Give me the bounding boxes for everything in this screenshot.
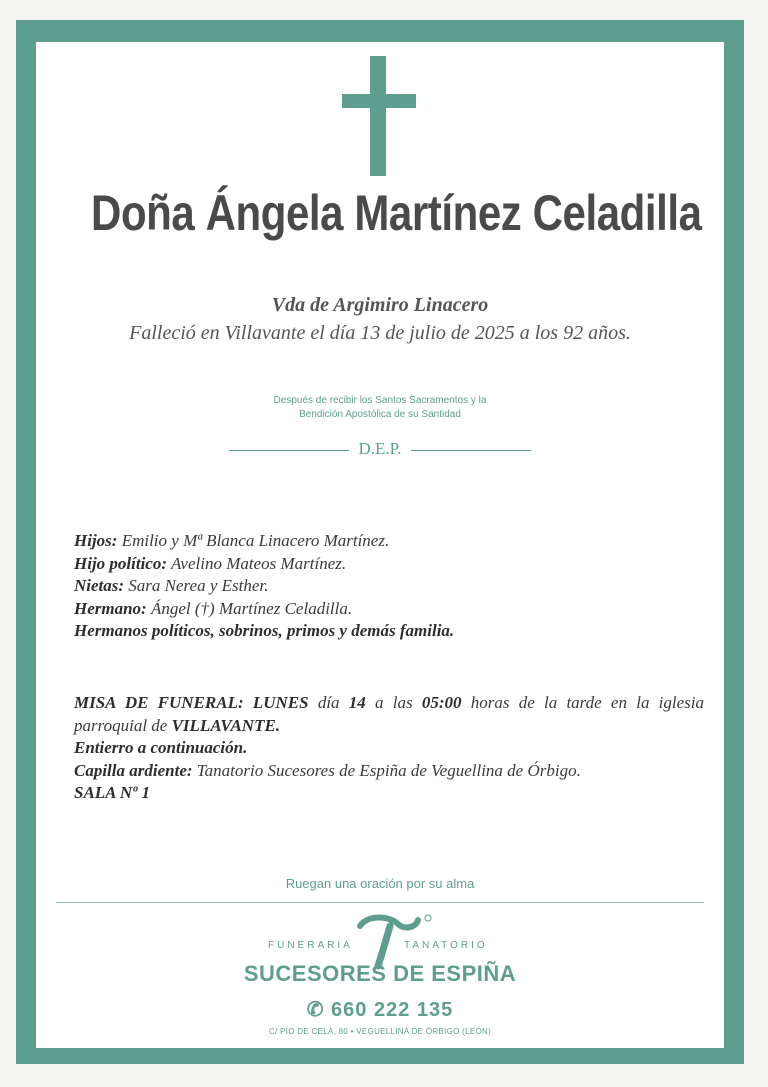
funeral-chapel	[74, 760, 704, 783]
obituary-paper	[36, 42, 724, 1048]
phone-icon: ✆	[306, 999, 325, 1021]
funeral-details	[74, 692, 704, 805]
deceased-name: Doña Ángela Martínez Celadilla	[91, 185, 702, 241]
company-address: C/ PÍO DE CELA, 80 • VEGUELLINA DE ÓRBIGO (LEÓN)	[268, 1027, 492, 1036]
dep-rule-left	[229, 450, 349, 451]
hermano-label: Hermano:	[74, 598, 147, 618]
burial-text: Entierro a continuación.	[74, 738, 248, 757]
family-hijos	[74, 530, 714, 553]
funeral-text-3: horas de la tarde en la iglesia parroquial de	[74, 693, 705, 735]
funeral-room	[74, 782, 704, 805]
sacraments-line-1: Después de recibir los Santos Sacramentos y la	[273, 395, 487, 406]
phone-line	[36, 997, 724, 1022]
hijo-politico-label: Hijo político:	[74, 553, 168, 573]
funeral-text-1: día	[317, 693, 340, 712]
tanatorio-label: TANATORIO	[404, 940, 488, 951]
sacraments-note	[36, 394, 724, 422]
death-notice: Falleció en Villavante el día 13 de julio de 2025 a los 92 años.	[129, 322, 631, 344]
hijos-value: Emilio y Mª Blanca Linacero Martínez.	[121, 531, 390, 550]
dep-rule-right	[411, 450, 531, 451]
phone-number: 660 222 135	[331, 999, 454, 1021]
family-hijo-politico	[74, 553, 714, 576]
hijo-politico-value: Avelino Mateos Martínez.	[170, 553, 347, 573]
widow-of-line: Vda de Argimiro Linacero	[271, 294, 489, 316]
family-hermano	[74, 598, 714, 621]
funeraria-label: FUNERARIA	[268, 940, 353, 951]
funeral-text-2: a las	[375, 693, 413, 712]
hermano-value: Ángel (†) Martínez Celadilla.	[150, 598, 353, 618]
funeral-mass	[74, 692, 704, 737]
nietas-label: Nietas:	[74, 576, 125, 595]
room-text: SALA Nº 1	[74, 783, 150, 802]
hijos-label: Hijos:	[74, 531, 118, 550]
chapel-value: Tanatorio Sucesores de Espiña de Veguellina de Órbigo.	[196, 760, 581, 780]
funeral-burial	[74, 737, 704, 760]
prayer-request: Ruegan una oración por su alma	[285, 876, 475, 891]
company-name: SUCESORES DE ESPIÑA	[243, 961, 517, 986]
nietas-value: Sara Nerea y Esther.	[128, 576, 269, 595]
cross-icon	[36, 56, 724, 180]
chapel-label: Capilla ardiente:	[74, 760, 193, 780]
sacraments-line-2: Bendición Apostólica de su Santidad	[299, 409, 461, 420]
misa-label: MISA DE FUNERAL: LUNES	[74, 693, 309, 712]
family-others-text: Hermanos políticos, sobrinos, primos y demás familia.	[74, 621, 455, 640]
family-others	[74, 620, 714, 643]
funeral-time: 05:00	[421, 693, 462, 712]
dep-heading	[36, 439, 724, 459]
funeral-place: VILLAVANTE.	[171, 715, 281, 735]
funeral-day: 14	[348, 693, 366, 712]
dep-text: D.E.P.	[358, 439, 402, 458]
family-nietas	[74, 575, 714, 598]
family-list	[74, 530, 714, 643]
footer-divider	[56, 902, 704, 903]
